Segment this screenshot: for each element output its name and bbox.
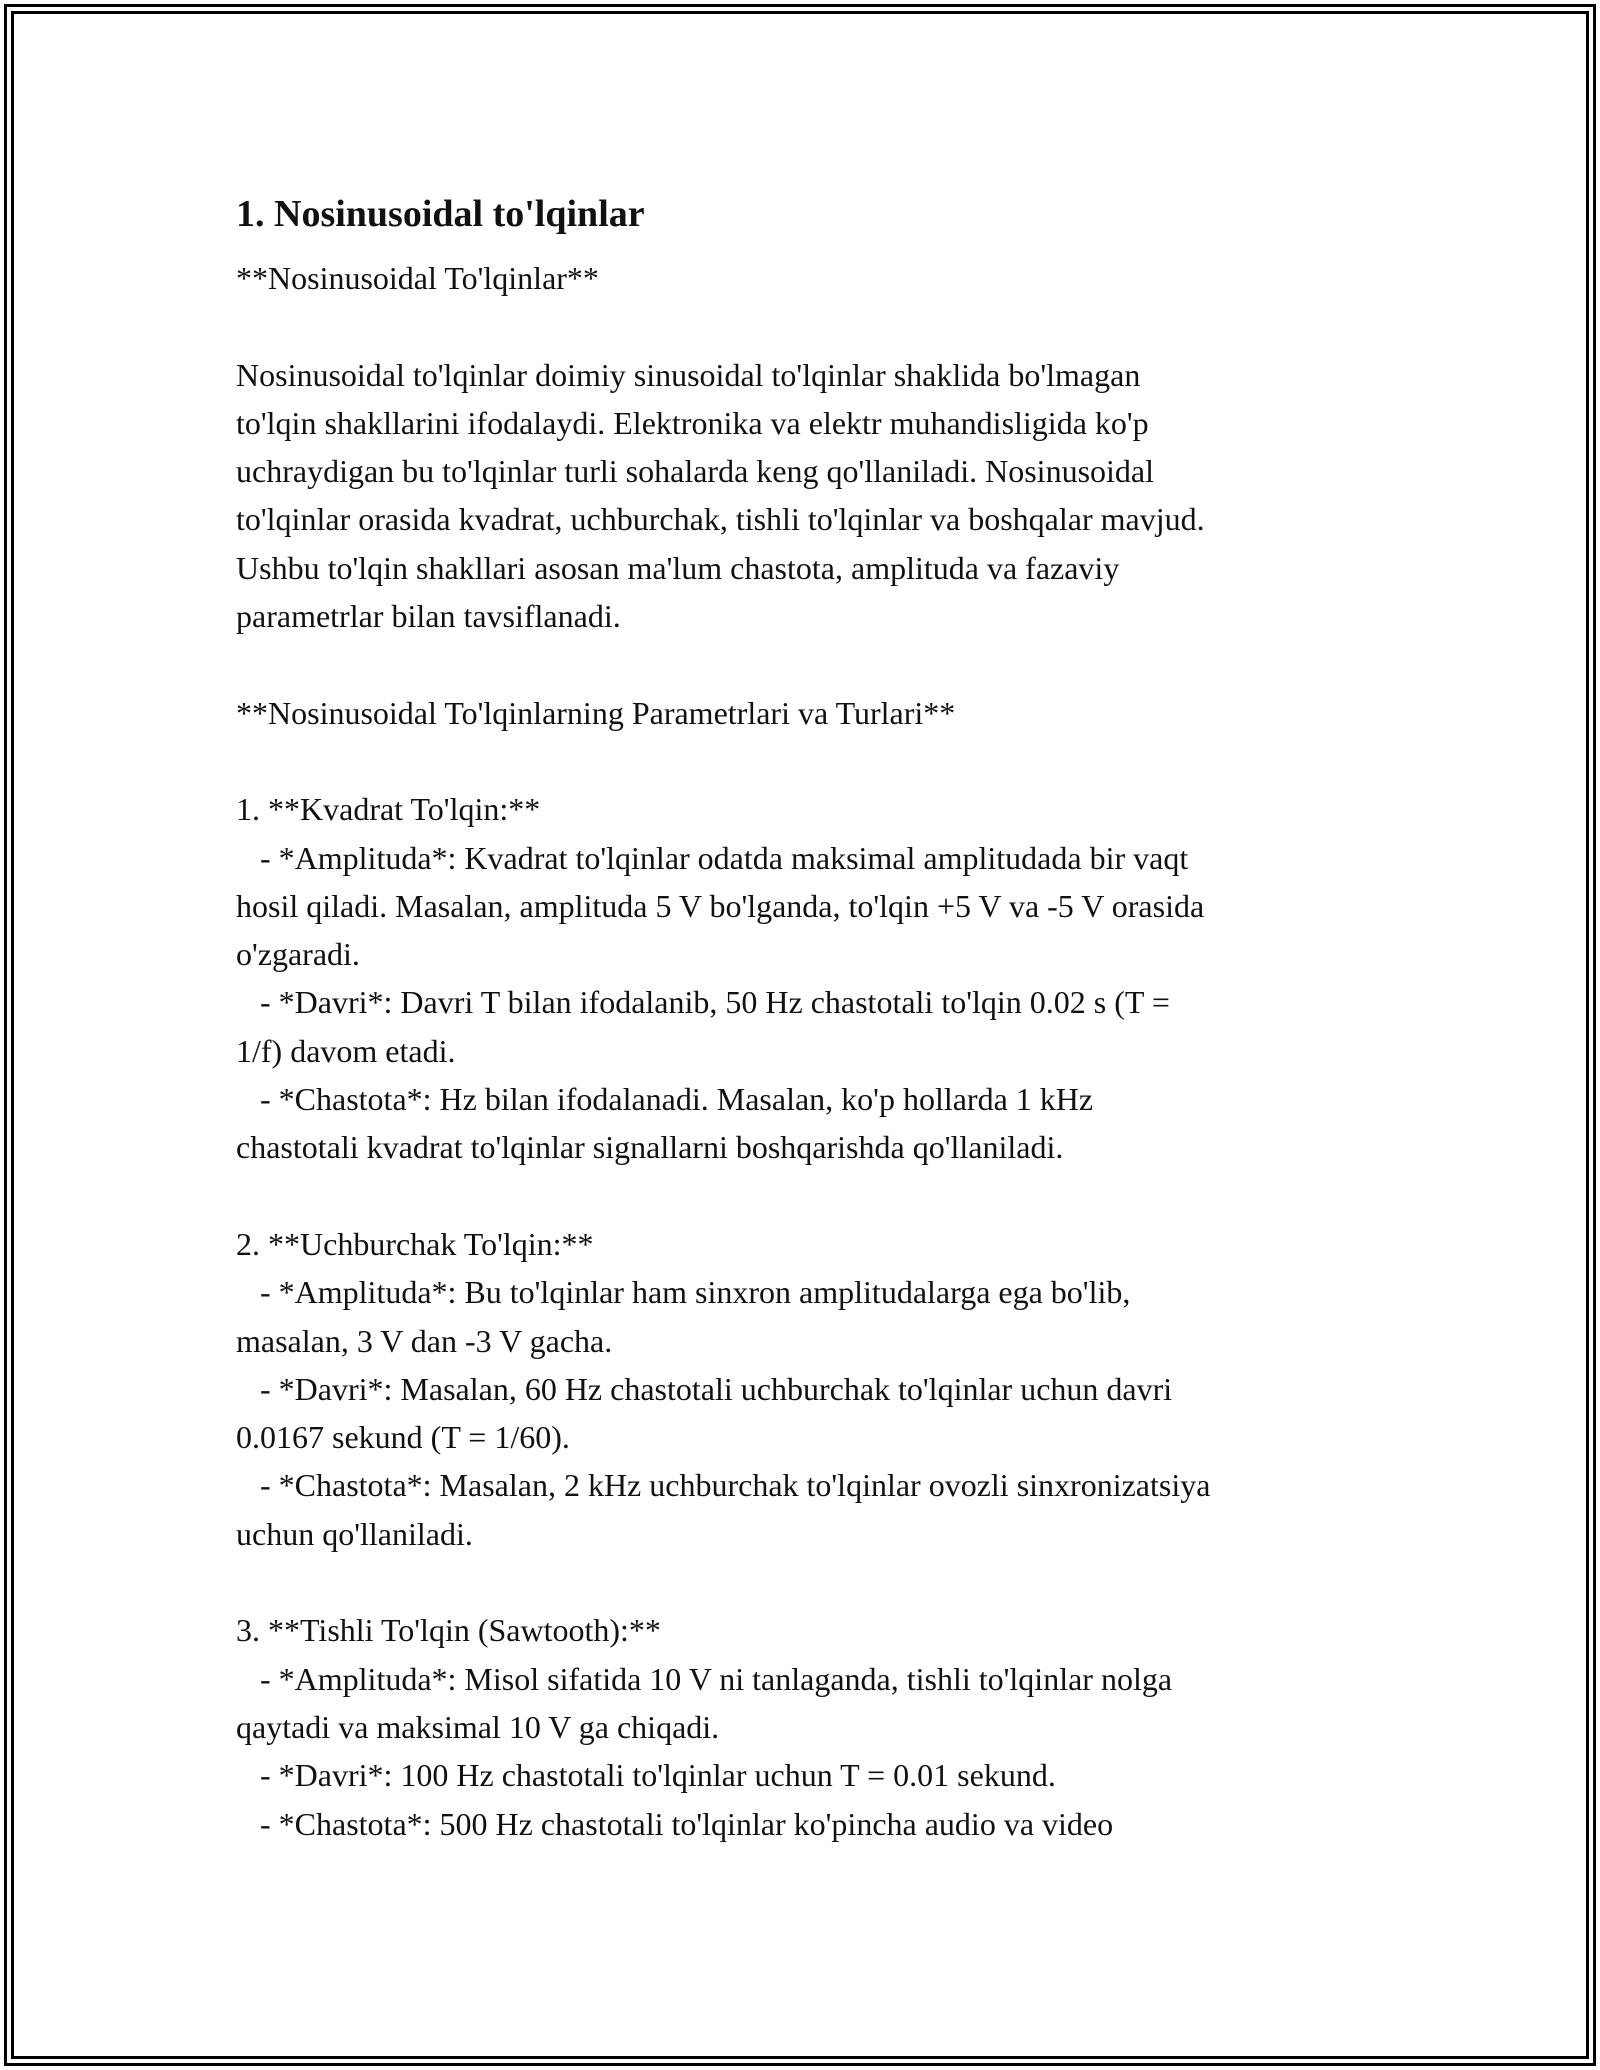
- text-line: **Nosinusoidal To'lqinlar**: [236, 260, 599, 296]
- text-line: - *Davri*: Davri T bilan ifodalanib, 50 Hz chastotali to'lqin 0.02 s (T =: [236, 984, 1170, 1021]
- text-line: uchun qo'llaniladi.: [236, 1515, 473, 1552]
- text-line: uchraydigan bu to'lqinlar turli sohalarda keng qo'llaniladi. Nosinusoidal: [236, 453, 1154, 490]
- text-line: masalan, 3 V dan -3 V gacha.: [236, 1322, 613, 1359]
- text-line: parametrlar bilan tavsiflanadi.: [236, 598, 621, 635]
- text-line: 0.0167 sekund (T = 1/60).: [236, 1419, 570, 1456]
- text-line: - *Davri*: Masalan, 60 Hz chastotali uchburchak to'lqinlar uchun davri: [236, 1370, 1173, 1407]
- text-line: to'lqin shakllarini ifodalaydi. Elektronika va elektr muhandisligida ko'p: [236, 404, 1149, 441]
- text-line: - *Amplituda*: Kvadrat to'lqinlar odatda maksimal amplitudada bir vaqt: [236, 839, 1189, 876]
- text-line: 2. **Uchburchak To'lqin:**: [236, 1225, 594, 1262]
- text-line: **Nosinusoidal To'lqinlarning Parametrlari va Turlari**: [236, 694, 956, 731]
- blank-line: [236, 1558, 1376, 1606]
- blank-line: [236, 302, 1376, 350]
- text-line: o'zgaradi.: [236, 936, 360, 973]
- text-line: - *Amplituda*: Bu to'lqinlar ham sinxron amplitudalarga ega bo'lib,: [236, 1274, 1131, 1311]
- blank-line: [236, 640, 1376, 688]
- document-title: 1. Nosinusoidal to'lqinlar: [236, 193, 645, 235]
- text-line: Ushbu to'lqin shakllari asosan ma'lum chastota, amplituda va fazaviy: [236, 549, 1120, 586]
- blank-line: [236, 737, 1376, 785]
- text-line: qaytadi va maksimal 10 V ga chiqadi.: [236, 1708, 720, 1745]
- text-line: to'lqinlar orasida kvadrat, uchburchak, tishli to'lqinlar va boshqalar mavjud.: [236, 501, 1205, 538]
- text-line: chastotali kvadrat to'lqinlar signallarni boshqarishda qo'llaniladi.: [236, 1129, 1064, 1166]
- text-line: - *Davri*: 100 Hz chastotali to'lqinlar uchun T = 0.01 sekund.: [236, 1757, 1056, 1794]
- text-line: 1/f) davom etadi.: [236, 1032, 456, 1069]
- text-line: - *Chastota*: 500 Hz chastotali to'lqinlar ko'pincha audio va video: [236, 1805, 1114, 1842]
- text-line: Nosinusoidal to'lqinlar doimiy sinusoidal to'lqinlar shaklida bo'lmagan: [236, 356, 1141, 393]
- document-body: [236, 186, 1376, 1848]
- text-line: - *Chastota*: Masalan, 2 kHz uchburchak to'lqinlar ovozli sinxronizatsiya: [236, 1467, 1211, 1504]
- blank-line: [236, 1172, 1376, 1220]
- text-line: - *Amplituda*: Misol sifatida 10 V ni tanlaganda, tishli to'lqinlar nolga: [236, 1660, 1173, 1697]
- text-line: hosil qiladi. Masalan, amplituda 5 V bo'lganda, to'lqin +5 V va -5 V orasida: [236, 887, 1205, 924]
- text-line: - *Chastota*: Hz bilan ifodalanadi. Masalan, ko'p hollarda 1 kHz: [236, 1081, 1094, 1118]
- text-line: 3. **Tishli To'lqin (Sawtooth):**: [236, 1612, 661, 1649]
- text-line: 1. **Kvadrat To'lqin:**: [236, 791, 541, 828]
